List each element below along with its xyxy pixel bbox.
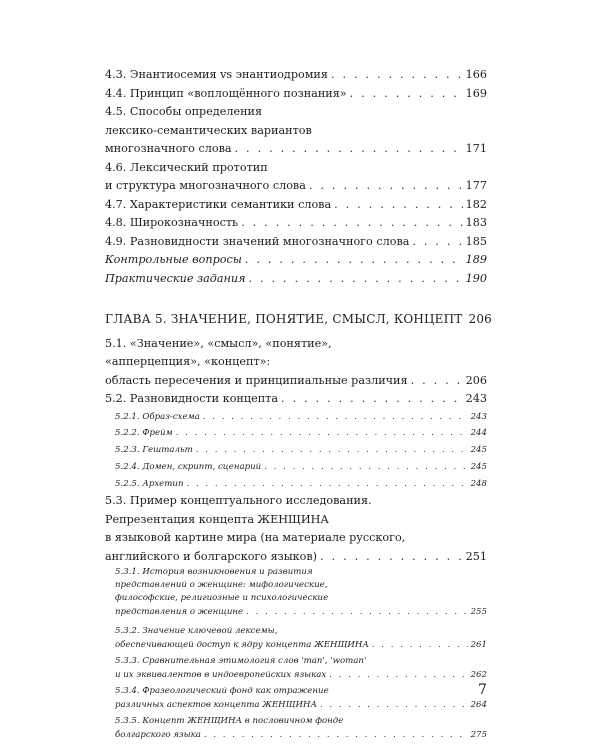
toc-entry-title: 4.7. Характеристики семантики слова bbox=[105, 197, 332, 211]
toc-entry-4-5 bbox=[105, 103, 487, 159]
toc-entry-4-3 bbox=[105, 66, 487, 85]
toc-entry-title: 5.2.5. Архетип bbox=[115, 478, 184, 489]
dot-leader bbox=[187, 476, 468, 493]
toc-entry-title: 4.8. Широкозначность bbox=[105, 216, 239, 229]
toc-entry-title: представления о женщине bbox=[115, 607, 244, 618]
toc-entry-control-questions bbox=[105, 251, 487, 270]
dot-leader bbox=[241, 214, 463, 233]
toc-entry-title: 5.2.3. Гештальт bbox=[115, 445, 193, 456]
toc-entry-title: 4.9. Разновидности значений многозначного слова bbox=[105, 234, 410, 248]
toc-subentry-5-2-2 bbox=[105, 425, 487, 442]
toc-entry-page: 243 bbox=[465, 392, 487, 405]
toc-entry-title: 5.2.1. Образ-схема bbox=[115, 411, 200, 422]
toc-entry-page: 251 bbox=[465, 549, 487, 563]
toc-entry-5-3 bbox=[105, 492, 487, 566]
toc-entry-page: 243 bbox=[470, 411, 487, 422]
toc-entry-line: 5.3.1. История возникновения и развития bbox=[115, 567, 313, 578]
toc-entry-page: 177 bbox=[465, 179, 487, 192]
toc-subentry-5-3-3 bbox=[105, 655, 487, 682]
toc-entry-title: различных аспектов концепта ЖЕНЩИНА bbox=[115, 700, 317, 711]
toc-entry-line: лексико-семантических вариантов bbox=[105, 123, 312, 137]
toc-entry-title: 4.4. Принцип «воплощённого познания» bbox=[105, 86, 347, 100]
dot-leader bbox=[320, 698, 468, 712]
toc-entry-page: 248 bbox=[470, 478, 487, 489]
toc-entry-page: 275 bbox=[470, 730, 487, 741]
dot-leader bbox=[235, 140, 463, 159]
toc-entry-line: 5.3.2. Значение ключевой лексемы, bbox=[115, 626, 278, 637]
chapter-title: ГЛАВА 5. ЗНАЧЕНИЕ, ПОНЯТИЕ, СМЫСЛ, КОНЦЕПТ bbox=[105, 312, 463, 326]
toc-entry-line: философские, религиозные и психологические bbox=[115, 593, 329, 604]
toc-entry-title: 5.2.4. Домен, скрипт, сценарий bbox=[115, 461, 262, 472]
toc-entry-title: 4.3. Энантиосемия vs энантиодромия bbox=[105, 68, 328, 81]
toc-entry-line: 5.3.4. Фразеологический фонд как отражение bbox=[115, 686, 329, 697]
toc-subentry-5-2-3 bbox=[105, 442, 487, 459]
toc-entry-page: 255 bbox=[470, 607, 487, 618]
toc-entry-last-line bbox=[105, 548, 487, 567]
toc-entry-line: в языковой картине мира (на материале русского, bbox=[105, 531, 406, 545]
toc-entry-page: 262 bbox=[470, 670, 487, 681]
toc-entry-last-line bbox=[115, 728, 487, 742]
toc-entry-last-line bbox=[115, 638, 487, 652]
dot-leader bbox=[203, 409, 468, 426]
table-of-contents bbox=[105, 66, 493, 742]
toc-entry-page: 183 bbox=[465, 216, 487, 229]
toc-entry-last-line bbox=[105, 177, 487, 196]
toc-entry-line: 4.6. Лексический прототип bbox=[105, 160, 268, 174]
toc-entry-title: 5.2. Разновидности концепта bbox=[105, 392, 279, 405]
toc-entry-line: «апперцепция», «концепт»: bbox=[105, 355, 271, 368]
toc-entry-title: Контрольные вопросы bbox=[105, 253, 242, 266]
toc-subentry-5-3-4 bbox=[105, 685, 487, 712]
dot-leader bbox=[412, 233, 462, 252]
toc-entry-page: 169 bbox=[465, 86, 487, 100]
toc-entry-page: 245 bbox=[470, 445, 487, 456]
dot-leader bbox=[176, 425, 468, 442]
toc-entry-last-line bbox=[105, 140, 487, 159]
toc-entry-title: и их эквивалентов в индоевропейских языках bbox=[115, 670, 327, 681]
dot-leader bbox=[334, 196, 462, 215]
toc-entry-title: многозначного слова bbox=[105, 142, 232, 155]
page-number: 7 bbox=[478, 682, 487, 698]
dot-leader bbox=[246, 605, 467, 619]
toc-entry-last-line bbox=[115, 605, 487, 619]
toc-entry-page: 244 bbox=[470, 428, 487, 439]
toc-subentry-5-3-5 bbox=[105, 715, 487, 742]
toc-subentry-5-2-1 bbox=[105, 409, 487, 426]
toc-entry-page: 264 bbox=[470, 700, 487, 711]
toc-entry-line: 5.3.5. Концепт ЖЕНЩИНА в пословичном фонде bbox=[115, 716, 344, 727]
chapter-page: 206 bbox=[468, 312, 493, 326]
dot-leader bbox=[331, 66, 463, 85]
toc-entry-page: 166 bbox=[465, 68, 487, 81]
toc-entry-title: 5.2.2. Фрейм bbox=[115, 428, 173, 439]
dot-leader bbox=[264, 459, 467, 476]
dot-leader bbox=[309, 177, 463, 196]
toc-entry-4-8 bbox=[105, 214, 487, 233]
toc-entry-page: 245 bbox=[470, 461, 487, 472]
chapter-5-heading bbox=[105, 310, 493, 329]
toc-entry-title: болгарского языка bbox=[115, 730, 201, 741]
dot-leader bbox=[320, 548, 463, 567]
toc-entry-title: и структура многозначного слова bbox=[105, 179, 306, 192]
toc-entry-page: 261 bbox=[470, 640, 487, 651]
toc-entry-title: обеспечивающей доступ к ядру концепта ЖЕНЩИНА bbox=[115, 640, 369, 651]
dot-leader bbox=[249, 270, 463, 289]
toc-entry-line: Репрезентация концепта ЖЕНЩИНА bbox=[105, 512, 329, 526]
toc-entry-5-1 bbox=[105, 335, 487, 391]
dot-leader bbox=[372, 638, 468, 652]
toc-entry-title: область пересечения и принципиальные различия bbox=[105, 373, 408, 387]
toc-entry-page: 189 bbox=[465, 253, 487, 266]
toc-entry-page: 190 bbox=[465, 271, 487, 285]
dot-leader bbox=[329, 668, 467, 682]
toc-entry-4-9 bbox=[105, 233, 487, 252]
toc-subentry-5-3-2 bbox=[105, 625, 487, 652]
toc-subentry-5-2-5 bbox=[105, 476, 487, 493]
toc-entry-line: 5.3.3. Сравнительная этимология слов 'man', 'woman' bbox=[115, 656, 367, 667]
dot-leader bbox=[350, 85, 463, 104]
toc-entry-4-6 bbox=[105, 159, 487, 196]
toc-entry-line: представлений о женщине: мифологические, bbox=[115, 580, 328, 591]
toc-entry-page: 206 bbox=[465, 373, 487, 387]
toc-subentry-5-2-4 bbox=[105, 459, 487, 476]
dot-leader bbox=[245, 251, 463, 270]
dot-leader bbox=[411, 372, 463, 391]
toc-entry-5-2 bbox=[105, 390, 487, 409]
toc-entry-page: 185 bbox=[465, 234, 487, 248]
toc-entry-line: 5.1. «Значение», «смысл», «понятие», bbox=[105, 336, 332, 350]
toc-entry-last-line bbox=[115, 668, 487, 682]
toc-entry-last-line bbox=[115, 698, 487, 712]
toc-entry-4-4 bbox=[105, 85, 487, 104]
dot-leader bbox=[196, 442, 468, 459]
toc-entry-last-line bbox=[105, 372, 487, 391]
toc-entry-line: 4.5. Способы определения bbox=[105, 105, 263, 118]
toc-entry-line: 5.3. Пример концептуального исследования. bbox=[105, 494, 372, 508]
toc-subentry-5-3-1 bbox=[105, 566, 487, 619]
toc-entry-4-7 bbox=[105, 196, 487, 215]
dot-leader bbox=[204, 728, 468, 742]
toc-entry-page: 182 bbox=[465, 197, 487, 211]
toc-entry-title: английского и болгарского языков) bbox=[105, 549, 318, 563]
dot-leader bbox=[281, 390, 463, 409]
toc-entry-title: Практические задания bbox=[105, 271, 246, 285]
toc-entry-page: 171 bbox=[465, 142, 487, 155]
toc-entry-practical-tasks bbox=[105, 270, 487, 289]
